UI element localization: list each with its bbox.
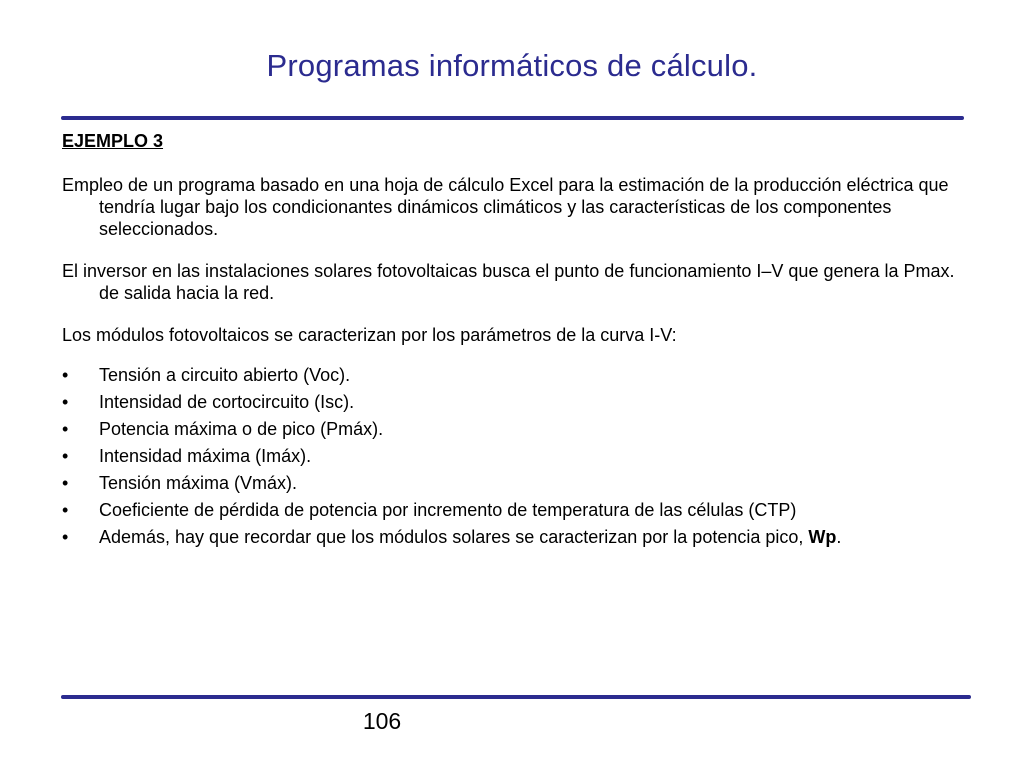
list-item [62,472,962,494]
list-item-text: Intensidad máxima (Imáx). [99,446,312,466]
bullet-mark: • [62,419,69,439]
bullet-mark: • [62,527,69,547]
list-item-text: Tensión máxima (Vmáx). [99,473,298,493]
bullet-mark: • [62,446,69,466]
paragraph-modules: Los módulos fotovoltaicos se caracterizan por los parámetros de la curva I-V: [62,325,677,345]
example-heading: EJEMPLO 3 [62,131,164,151]
paragraph-inverter: El inversor en las instalaciones solares fotovoltaicas busca el punto de funcionamiento I–V que genera la Pmax. de salida hacia la red. [62,261,955,303]
list-item [62,418,962,440]
list-item [62,364,962,386]
top-divider [61,116,964,120]
page-number: 106 [362,708,402,734]
paragraph-excel-program: Empleo de un programa basado en una hoja de cálculo Excel para la estimación de la producción eléctrica que tendría lugar bajo los condicionantes dinámicos climáticos y las características de los componentes seleccionados. [62,175,949,239]
bullet-mark: • [62,365,69,385]
list-item-text: Potencia máxima o de pico (Pmáx). [99,419,384,439]
list-item [62,526,962,548]
bold-term-wp: Wp [808,527,837,547]
list-item-text: Intensidad de cortocircuito (Isc). [99,392,355,412]
slide-title: Programas informáticos de cálculo. [266,48,758,83]
list-item [62,499,962,521]
list-item-text: Además, hay que recordar que los módulos solares se caracterizan por la potencia pico, [99,527,809,547]
bullet-mark: • [62,392,69,412]
list-item [62,445,962,467]
list-item [62,391,962,413]
bottom-divider [61,695,971,699]
list-item-text: Tensión a circuito abierto (Voc). [99,365,351,385]
list-item-end: . [836,527,842,547]
slide-content [62,130,962,553]
parameter-list [62,364,962,548]
bullet-mark: • [62,473,69,493]
bullet-mark: • [62,500,69,520]
list-item-text: Coeficiente de pérdida de potencia por incremento de temperatura de las células (CTP) [99,500,797,520]
